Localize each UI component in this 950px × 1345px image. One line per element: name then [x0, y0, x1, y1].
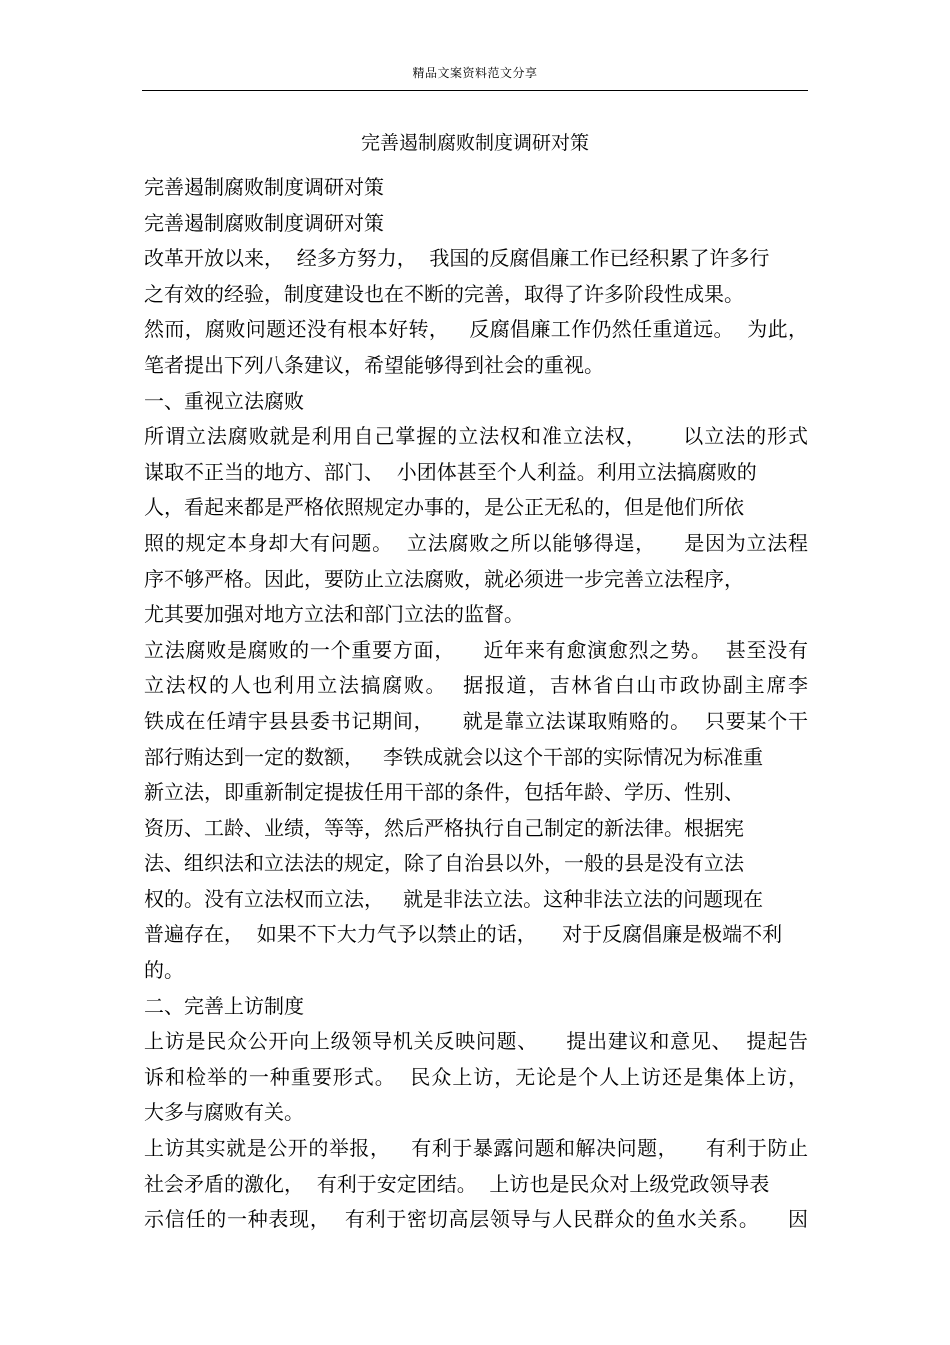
body-text-line: 完善遏制腐败制度调研对策 — [144, 210, 384, 235]
header-divider — [142, 90, 808, 91]
body-text-line: 立法权的人也利用立法搞腐败。 据报道，吉林省白山市政协副主席李 — [144, 673, 808, 698]
body-text-line: 大多与腐败有关。 — [144, 1100, 304, 1125]
body-text-line: 铁成在任靖宇县县委书记期间， 就是靠立法谋取贿赂的。 只要某个干 — [144, 708, 808, 733]
page-header: 精品文案资料范文分享 — [412, 66, 538, 80]
body-text-line: 社会矛盾的激化， 有利于安定团结。 上访也是民众对上级党政领导表 — [144, 1171, 770, 1196]
body-text-line: 谋取不正当的地方、部门、 小团体甚至个人利益。利用立法搞腐败的 — [144, 459, 757, 484]
body-text-line: 完善遏制腐败制度调研对策 — [144, 175, 384, 199]
body-text-line: 人，看起来都是严格依照规定办事的，是公正无私的，但是他们所依 — [144, 495, 744, 520]
document-body — [144, 170, 808, 1238]
body-text-line: 上访是民众公开向上级领导机关反映问题、 提出建议和意见、 提起告 — [144, 1029, 808, 1054]
body-text-line: 部行贿达到一定的数额， 李铁成就会以这个干部的实际情况为标准重 — [144, 744, 764, 769]
body-text-line: 权的。没有立法权而立法， 就是非法立法。这种非法立法的问题现在 — [144, 886, 764, 911]
body-text-line: 资历、工龄、业绩，等等，然后严格执行自己制定的新法律。根据宪 — [144, 815, 744, 840]
body-text-line: 二、完善上访制度 — [144, 993, 304, 1018]
body-text-line: 上访其实就是公开的举报， 有利于暴露问题和解决问题， 有利于防止 — [144, 1136, 808, 1161]
body-text-line: 然而，腐败问题还没有根本好转， 反腐倡廉工作仍然任重道远。 为此， — [144, 317, 808, 342]
body-text-line: 诉和检举的一种重要形式。 民众上访，无论是个人上访还是集体上访， — [144, 1064, 808, 1089]
document-title: 完善遏制腐败制度调研对策 — [360, 132, 589, 154]
body-text-line: 普遍存在， 如果不下大力气予以禁止的话， 对于反腐倡廉是极端不利 — [144, 922, 783, 947]
body-text-line: 笔者提出下列八条建议，希望能够得到社会的重视。 — [144, 352, 604, 377]
body-text-line: 之有效的经验，制度建设也在不断的完善，取得了许多阶段性成果。 — [144, 281, 744, 306]
body-text-line: 改革开放以来， 经多方努力， 我国的反腐倡廉工作已经积累了许多行 — [144, 246, 770, 271]
body-text-line: 照的规定本身却大有问题。 立法腐败之所以能够得逞， 是因为立法程 — [144, 530, 808, 555]
body-text-line: 示信任的一种表现， 有利于密切高层领导与人民群众的鱼水关系。 因 — [144, 1207, 808, 1232]
body-text-line: 尤其要加强对地方立法和部门立法的监督。 — [144, 602, 524, 627]
body-text-line: 所谓立法腐败就是利用自己掌握的立法权和准立法权， 以立法的形式 — [144, 424, 808, 449]
body-text-line: 新立法，即重新制定提拔任用干部的条件，包括年龄、学历、性别、 — [144, 780, 744, 805]
body-text-line: 立法腐败是腐败的一个重要方面， 近年来有愈演愈烈之势。 甚至没有 — [144, 637, 808, 662]
body-text-line: 一、重视立法腐败 — [144, 388, 304, 413]
body-text-line: 序不够严格。因此，要防止立法腐败，就必须进一步完善立法程序， — [144, 566, 744, 591]
body-text-line: 的。 — [144, 958, 184, 983]
body-text-line: 法、组织法和立法法的规定，除了自治县以外，一般的县是没有立法 — [144, 851, 744, 876]
